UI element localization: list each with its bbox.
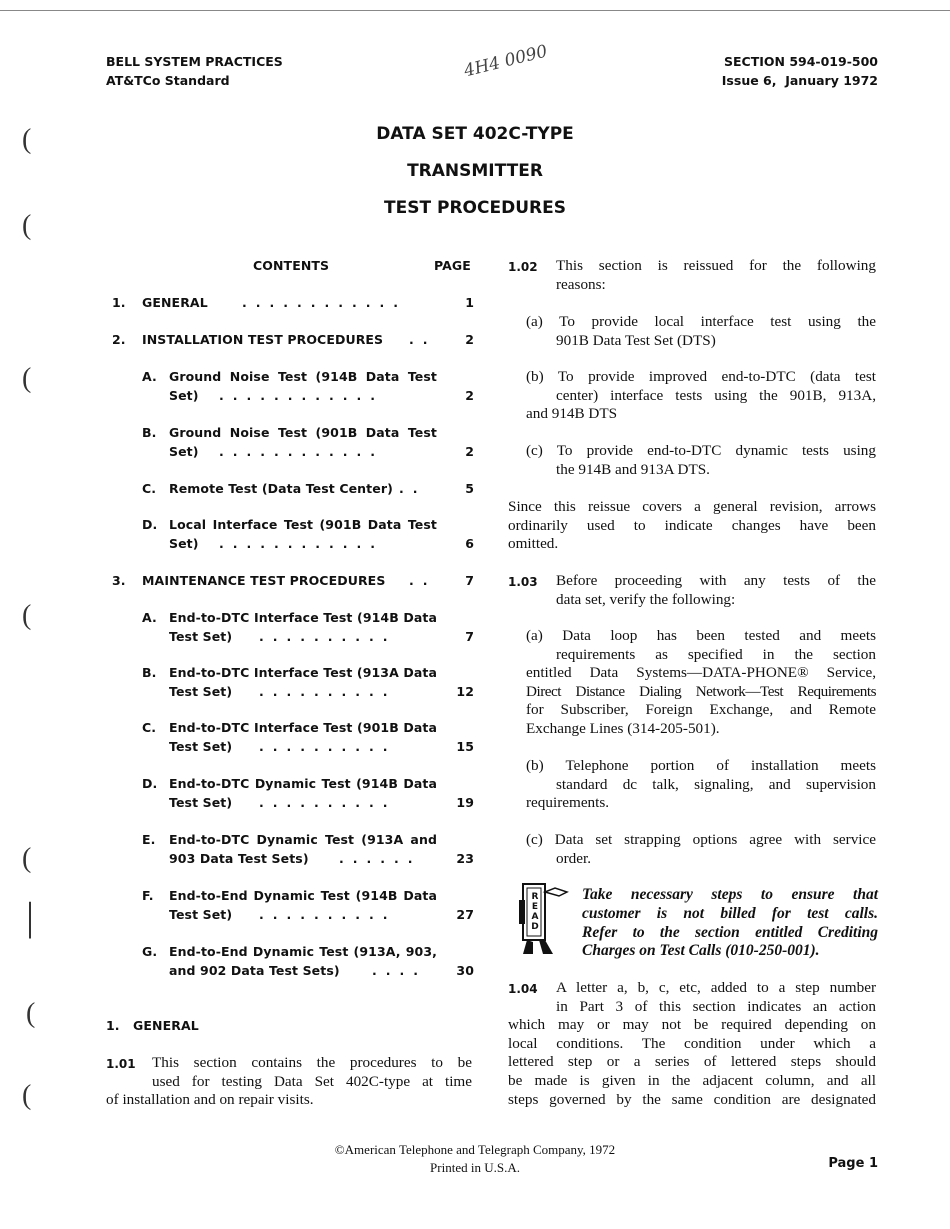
toc-entry[interactable]: G. End-to-End Dynamic Test (913A, 903, and 902 Data Test Sets) . . . . 30 — [142, 944, 474, 978]
header-practices: BELL SYSTEM PRACTICES — [106, 54, 283, 69]
leader-dots: . . . . . . . . . . . . — [242, 295, 399, 310]
leader-dots: . . — [409, 573, 428, 588]
leader-dots: . . . . . . . . . . . . — [219, 388, 376, 403]
binding-mark: ( — [22, 1080, 32, 1111]
toc-entry[interactable]: 3. MAINTENANCE TEST PROCEDURES . . 7 — [112, 573, 474, 588]
binding-mark: ( — [22, 210, 32, 241]
leader-dots: . . . . . . . . . . — [259, 629, 388, 644]
list-item-1-02-c: (c) To provide end-to-DTC dynamic tests using the 914B and 913A DTS. — [526, 442, 876, 478]
toc-entry[interactable]: D. End-to-DTC Dynamic Test (914B Data Test Set) . . . . . . . . . . 19 — [142, 776, 474, 810]
leader-dots: . . . . . . . . . . . . — [219, 444, 376, 459]
caution-note: Take necessary steps to ensure that customer is not billed for test calls. Refer to the section entitled Crediting Charges on Test Calls (010-250-001). — [582, 886, 878, 960]
leader-dots: . . . . . . . . . . — [259, 739, 388, 754]
list-item-1-03-c: (c) Data set strapping options agree with service order. — [526, 831, 876, 867]
header-standard: AT&TCo Standard — [106, 73, 230, 88]
read-caution-icon — [515, 880, 575, 960]
leader-dots: . . . . . . . . . . — [259, 795, 388, 810]
toc-entry[interactable]: 2. INSTALLATION TEST PROCEDURES . . 2 — [112, 332, 474, 347]
handwritten-annotation: 4H4 0090 — [462, 41, 550, 82]
toc-entry[interactable]: F. End-to-End Dynamic Test (914B Data Test Set) . . . . . . . . . . 27 — [142, 888, 474, 922]
read-icon-label: READ — [531, 892, 539, 932]
binding-mark: | — [26, 894, 35, 939]
leader-dots: . . . . . . — [339, 851, 413, 866]
list-item-1-02-b: (b) To provide improved end-to-DTC (data test center) interface tests using the 901B, 913A, and 914B DTS — [526, 368, 876, 423]
header-right — [722, 52, 878, 90]
paragraph-1-03: 1.03 Before proceeding with any tests of the data set, verify the following: — [508, 572, 876, 608]
section-heading: 1. GENERAL — [106, 1018, 199, 1033]
title-line-3: TEST PROCEDURES — [384, 198, 566, 218]
leader-dots: . . . . . . . . . . — [259, 684, 388, 699]
leader-dots: . . . . . . . . . . — [259, 907, 388, 922]
footer-printed: Printed in U.S.A. — [430, 1160, 520, 1175]
toc-entry[interactable]: B. End-to-DTC Interface Test (913A Data Test Set) . . . . . . . . . . 12 — [142, 665, 474, 699]
toc-entry[interactable]: 1. GENERAL . . . . . . . . . . . . 1 — [112, 295, 474, 310]
leader-dots: . . . . — [372, 963, 419, 978]
page-number: Page 1 — [828, 1156, 878, 1171]
toc-entry[interactable]: C. End-to-DTC Interface Test (901B Data Test Set) . . . . . . . . . . 15 — [142, 720, 474, 754]
binding-mark: ( — [22, 124, 32, 155]
list-item-1-03-b: (b) Telephone portion of installation meets standard dc talk, signaling, and supervision requirements. — [526, 757, 876, 812]
top-edge-line — [0, 10, 950, 11]
paragraph-1-04: 1.04 A letter a, b, c, etc, added to a step number in Part 3 of this section indicates an action which may or may not be required depending on local conditions. The condition under which a lettered step or a series of lettered steps should be made is given in the adjacent column, and all steps governed by the same condition are designated — [508, 979, 876, 1108]
leader-dots: . . — [409, 332, 428, 347]
paragraph-since: Since this reissue covers a general revision, arrows ordinarily used to indicate changes have been omitted. — [508, 498, 876, 553]
title-line-2: TRANSMITTER — [407, 161, 543, 181]
paragraph-1-02: 1.02 This section is reissued for the following reasons: — [508, 257, 876, 293]
contents-page-heading: PAGE — [434, 258, 471, 273]
leader-dots: . . . . . . . . . . . . — [219, 536, 376, 551]
list-item-1-03-a: (a) Data loop has been tested and meets requirements as specified in the section entitled Data Systems—DATA-PHONE® Service, Direct Distance Dialing Network—Test Requirements for Subscriber, Foreign Exchange, and Remote Exchange Lines (314-205-501). — [526, 627, 876, 737]
title-line-1: DATA SET 402C-TYPE — [376, 124, 574, 144]
toc-entry[interactable]: C. Remote Test (Data Test Center) . . 5 — [142, 481, 474, 496]
header-section-number: SECTION 594-019-500 — [724, 54, 878, 69]
paragraph-1-01: 1.01 This section contains the procedures to be used for testing Data Set 402C-type at time of installation and on repair visits. — [106, 1054, 472, 1109]
toc-entry[interactable]: A. End-to-DTC Interface Test (914B Data Test Set) . . . . . . . . . . 7 — [142, 610, 474, 644]
binding-mark: ( — [26, 998, 36, 1029]
contents-heading: CONTENTS — [253, 258, 330, 273]
header-issue: Issue 6, January 1972 — [721, 73, 878, 88]
toc-entry[interactable]: B. Ground Noise Test (901B Data Test Set) . . . . . . . . . . . . 2 — [142, 425, 474, 459]
toc-entry[interactable]: D. Local Interface Test (901B Data Test Set) . . . . . . . . . . . . 6 — [142, 517, 474, 551]
binding-mark: ( — [22, 843, 32, 874]
footer-copyright: ©American Telephone and Telegraph Company, 1972 Printed in U.S.A. — [0, 1141, 950, 1177]
binding-mark: ( — [22, 600, 32, 631]
header-left — [106, 52, 283, 90]
toc-entry[interactable]: A. Ground Noise Test (914B Data Test Set) . . . . . . . . . . . . 2 — [142, 369, 474, 403]
binding-mark: ( — [22, 363, 32, 394]
list-item-1-02-a: (a) To provide local interface test using the 901B Data Test Set (DTS) — [526, 313, 876, 349]
toc-entry[interactable]: E. End-to-DTC Dynamic Test (913A and 903 Data Test Sets) . . . . . . 23 — [142, 832, 474, 866]
leader-dots: . . — [399, 481, 418, 496]
